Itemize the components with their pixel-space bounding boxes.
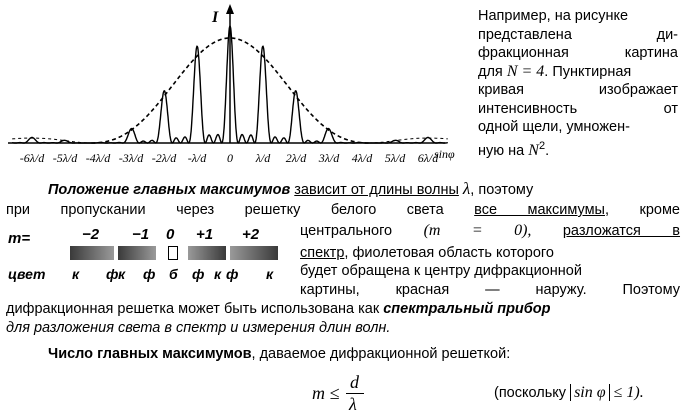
x-tick-label: -4λ/d — [85, 151, 111, 165]
y-axis-label: I — [212, 9, 219, 26]
color-letter: ф — [106, 266, 119, 282]
formula-den: λ — [349, 394, 357, 414]
order-0: 0 — [166, 226, 175, 243]
spectrum-diagram — [6, 226, 296, 288]
spectrum-bar-p1 — [188, 246, 226, 260]
para2: Число главных максимумов, даваемое дифракционной решеткой: — [48, 346, 511, 362]
rt-line-5: кривая изображает — [478, 82, 678, 98]
rt-line-2: представлена ди- — [478, 26, 678, 43]
x-tick-label: 0 — [227, 151, 233, 165]
para1-r2: спектр, фиолетовая область которого — [300, 244, 554, 261]
para1-r1: центрального (m = 0), разложатся в — [300, 222, 681, 239]
right-text-block — [478, 7, 678, 160]
order-m1: −1 — [132, 226, 150, 243]
color-letter: ф — [192, 266, 205, 282]
x-tick-label: 5λ/d — [384, 151, 406, 165]
rt-line-3: фракционная картина — [478, 45, 678, 61]
color-letter: ф — [143, 266, 156, 282]
x-tick-label: -6λ/d — [19, 151, 45, 165]
formula-lhs: m ≤ — [312, 383, 340, 403]
rt-line-7: одной щели, умножен- — [478, 119, 630, 135]
order-m2: −2 — [82, 226, 100, 243]
rt-line-4: для N = 4. Пунктирная — [478, 62, 632, 80]
x-tick-label: 6λ/d — [417, 151, 439, 165]
order-p1: +1 — [196, 226, 214, 243]
x-tick-label: -λ/d — [187, 151, 207, 165]
spectrum-bar-0 — [168, 246, 178, 260]
para1-line-1: Положение главных максимумов зависит от длины волны λ, поэтому — [48, 179, 534, 198]
x-tick-label: -3λ/d — [118, 151, 144, 165]
para1-line-6: для разложения света в спектр и измерения длин волн. — [6, 320, 391, 336]
x-tick-label: -5λ/d — [52, 151, 78, 165]
m-label: m= — [8, 230, 31, 247]
formula-num: d — [350, 372, 359, 392]
spectrum-bar-m1 — [118, 246, 156, 260]
x-tick-label: 2λ/d — [285, 151, 307, 165]
rt-line-6: интенсивность от — [478, 100, 678, 117]
color-letter: к — [118, 266, 126, 282]
spectrum-bars — [70, 246, 280, 260]
color-letter: к — [266, 266, 274, 282]
x-axis-label: sinφ — [434, 147, 455, 161]
max-count-formula — [312, 372, 382, 416]
color-letter: к — [214, 266, 222, 282]
x-tick-labels — [20, 151, 440, 165]
y-axis-arrow-icon — [226, 4, 234, 14]
rt-line-8: ную на $N^2$. — [478, 139, 550, 159]
order-p2: +2 — [242, 226, 260, 243]
x-tick-label: λ/d — [255, 151, 271, 165]
spectrum-bar-m2 — [70, 246, 114, 260]
color-letter: ф — [226, 266, 239, 282]
x-tick-label: 3λ/d — [318, 151, 340, 165]
rt-line-1: Например, на рисунке — [478, 8, 629, 24]
para1-r3: будет обращена к центру дифракционной — [300, 263, 582, 279]
para1-line-5: дифракционная решетка может быть использована как спектральный прибор — [6, 301, 551, 317]
para1-right-column — [300, 222, 680, 299]
para1-r4: картины, красная — наружу. Поэтому — [300, 281, 680, 298]
x-tick-label: -2λ/d — [151, 151, 177, 165]
color-letter: к — [72, 266, 80, 282]
color-label: цвет — [8, 266, 46, 282]
x-tick-label: 4λ/d — [351, 151, 373, 165]
formula-note: (поскольку sin φ ≤ 1). — [494, 384, 644, 401]
color-letter: б — [169, 266, 178, 282]
para1-line-2: при пропускании через решетку белого света все максимумы, кроме — [6, 202, 680, 218]
spectrum-bar-p2 — [230, 246, 278, 260]
diffraction-figure — [0, 0, 460, 180]
